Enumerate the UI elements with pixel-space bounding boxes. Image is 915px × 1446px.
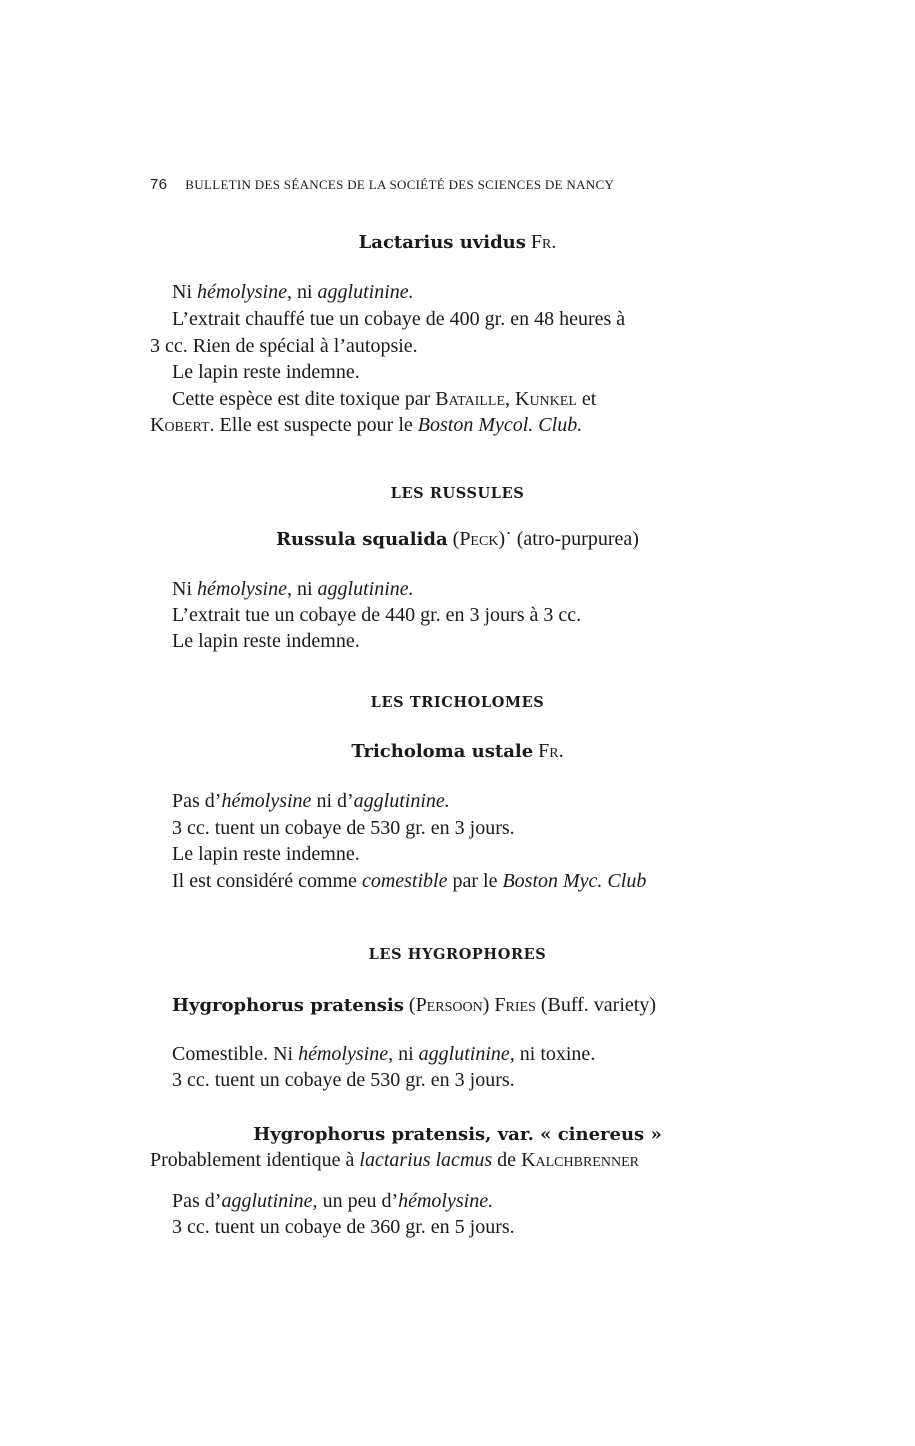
text-line (172, 577, 414, 601)
text-run: ) (482, 994, 495, 1016)
page-number: 76 (150, 176, 168, 193)
author-name: Fries (494, 994, 536, 1016)
text-run: Cette espèce est dite toxique par (172, 388, 436, 410)
text-run: ( (403, 994, 416, 1016)
species-name: Hygrophorus pratensis, var. « cinereus » (253, 1124, 662, 1145)
running-title: BULLETIN DES SÉANCES DE LA SOCIÉTÉ DES SCIENCES DE NANCY (185, 177, 615, 192)
text-run: ( (447, 528, 460, 550)
text-run: Il est considéré comme (172, 870, 362, 892)
species-name: Lactarius uvidus (358, 232, 526, 253)
text-run: par le (447, 870, 503, 892)
text-run: Pas d’ (172, 1190, 222, 1212)
text-line (172, 280, 414, 304)
species-name: Russula squalida (276, 529, 448, 550)
species-title-lactarius (0, 230, 915, 255)
text-run: Ni (172, 281, 197, 303)
text-run: Probablement identique à (150, 1149, 360, 1171)
text-run: ni (291, 578, 318, 600)
text-run: )˙ (atro-purpurea) (498, 528, 639, 550)
text-run: Comestible. Ni (172, 1043, 299, 1065)
species-author: Fr. (538, 740, 564, 762)
text-line: 3 cc. Rien de spécial à l’autopsie. (150, 335, 418, 357)
species-name: Hygrophorus pratensis (172, 995, 404, 1016)
italic-run: hémolysine, (197, 578, 292, 600)
italic-run: hémolysine, (298, 1043, 394, 1065)
text-run: ni d’ (311, 790, 354, 812)
text-line: 3 cc. tuent un cobaye de 530 gr. en 3 jours. (172, 817, 515, 839)
species-name: Tricholoma ustale (351, 741, 534, 762)
text-run: (Buff. variety) (535, 994, 656, 1016)
text-line: 3 cc. tuent un cobaye de 360 gr. en 5 jours. (172, 1216, 515, 1238)
italic-run: agglutinine, (418, 1043, 515, 1065)
text-run: Ni (172, 578, 197, 600)
species-title-hygrophorus (172, 993, 656, 1018)
species-title-tricholoma (0, 739, 915, 764)
species-title-russula (0, 527, 915, 552)
text-run: et (576, 388, 597, 410)
text-line (172, 387, 596, 411)
italic-run: Boston Mycol. Club. (417, 414, 583, 436)
text-line: L’extrait chauffé tue un cobaye de 400 gr. en 48 heures à (172, 308, 626, 330)
text-run: ni (291, 281, 318, 303)
text-line (172, 1042, 595, 1066)
author-name: Persoon (415, 994, 483, 1016)
section-heading-tricholomes: LES TRICHOLOMES (370, 694, 545, 711)
text-run: ni toxine. (514, 1043, 596, 1065)
italic-run: hémolysine, (197, 281, 292, 303)
text-line: Le lapin reste indemne. (172, 630, 360, 652)
author-name: Kalchbrenner (521, 1149, 639, 1171)
text-line: 3 cc. tuent un cobaye de 530 gr. en 3 jours. (172, 1069, 515, 1091)
text-line (172, 1189, 493, 1213)
species-author: Peck (459, 528, 499, 550)
text-line: L’extrait tue un cobaye de 440 gr. en 3 jours à 3 cc. (172, 604, 582, 626)
text-run: ni (393, 1043, 419, 1065)
text-run: . Elle est suspecte pour le (209, 414, 418, 436)
text-run: , (505, 388, 515, 410)
italic-run: Boston Myc. Club (502, 870, 647, 892)
text-run: Pas d’ (172, 790, 222, 812)
section-heading-russules: LES RUSSULES (390, 485, 525, 502)
text-line: Le lapin reste indemne. (172, 843, 360, 865)
text-line: Le lapin reste indemne. (172, 361, 360, 383)
running-header (150, 176, 614, 193)
italic-run: comestible (361, 870, 448, 892)
italic-run: lactarius lacmus (359, 1149, 493, 1171)
author-name: Kunkel (515, 388, 577, 410)
species-author: Fr. (530, 231, 557, 253)
variety-title (0, 1122, 915, 1147)
author-name: Bataille (435, 388, 505, 410)
italic-run: hémolysine (221, 790, 312, 812)
text-line (172, 789, 450, 813)
text-line (150, 413, 582, 437)
section-heading-hygrophores: LES HYGROPHORES (368, 946, 547, 963)
text-line (172, 869, 646, 893)
italic-run: agglutinine. (317, 578, 414, 600)
italic-run: agglutinine. (317, 281, 414, 303)
italic-run: hémolysine. (398, 1190, 494, 1212)
text-run: un peu d’ (317, 1190, 399, 1212)
text-line (150, 1148, 639, 1172)
italic-run: agglutinine. (353, 790, 450, 812)
italic-run: agglutinine, (221, 1190, 318, 1212)
author-name: Kobert (150, 414, 210, 436)
text-run: de (492, 1149, 522, 1171)
